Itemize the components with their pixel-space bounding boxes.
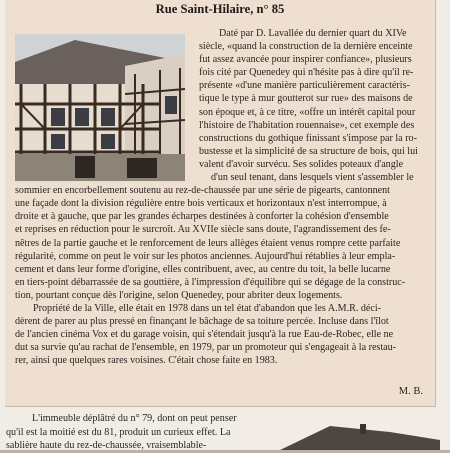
- author-signature: M. B.: [398, 386, 423, 397]
- article-title: Rue Saint-Hilaire, n° 85: [155, 2, 285, 16]
- text-line: en tiers-point débarrassée de sa gouttière, à l'impression d'équilibre qui se dégage de la construc-: [15, 276, 406, 288]
- article-panel: [5, 0, 436, 407]
- article-body: [15, 27, 435, 367]
- text-line: sommier en encorbellement soutenu au rez-de-chaussée par une série de pigearts, cantonnent: [15, 185, 390, 197]
- text-line: constructions du gothique finissant s'impose par la ro-: [199, 132, 417, 144]
- text-line: présente «d'une manière particulièrement caractéris-: [199, 80, 410, 92]
- text-line: valent d'avoir survécu. Ses solides poteaux d'angle: [199, 158, 404, 170]
- text-line: son époque et, à ce titre, «offre un intérêt capital pour: [199, 106, 416, 118]
- text-line: rer, ainsi que quelques rares voisines. C'était chose faite en 1983.: [15, 355, 278, 367]
- roof-illustration: [270, 420, 440, 450]
- text-line: régularité, comme on peut le voir sur les photos anciennes. Aujourd'hui rétablies à leur empla-: [15, 250, 396, 262]
- text-line: et reprises en réduction pour le surcroît. Au XVIIe siècle sans doute, l'agrandissement des fe-: [15, 224, 391, 236]
- text-line: une façade dont la division régulière entre bois verticaux et horizontaux n'est interrompue, à: [15, 198, 387, 210]
- text-line: tion, pourtant conçue dès l'origine, selon Quenedey, pour abriter deux logements.: [15, 289, 343, 301]
- text-line: Daté par D. Lavallée du dernier quart du XIVe: [219, 28, 407, 39]
- text-line: fois cité par Quenedey qui n'hésite pas à dire qu'il re-: [199, 67, 414, 79]
- text-line: Propriété de la Ville, elle était en 1978 dans un tel état d'abandon que les A.M.R. déci-: [33, 302, 382, 314]
- text-line: qu'il est la moitié est du 81, produit un curieux effet. La: [6, 426, 231, 438]
- text-line: nêtres de la partie gauche et le renforcement de leurs allèges étaient venus rompre cette parfaite: [15, 237, 401, 249]
- text-line: tique le type à mur goutterot sur rue» des maisons de: [199, 93, 413, 105]
- text-line: fut assez avancée pour inspirer confiance», plusieurs: [199, 54, 412, 66]
- text-line: d'un seul tenant, dans lesquels vient s'assembler le: [211, 172, 414, 184]
- text-line: sablière haute du rez-de-chaussée, vraisemblable-: [6, 440, 207, 451]
- text-line: cement et dans leur forme d'origine, elles contribuent, avec, au centre du toit, la belle lucarne: [15, 263, 391, 275]
- text-line: L'immeuble déplâtré du n° 79, dont on peut penser: [32, 413, 237, 424]
- text-line: l'histoire de l'habitation rouennaise», cet exemple des: [199, 119, 415, 131]
- text-line: dèrent de parer au plus pressé en finançant le bâchage de sa toiture percée. Incluse dans l'îlot: [15, 316, 389, 328]
- text-line: droite et à gauche, que par les grandes écharpes destinées à conforter la cohésion d'ensemble: [15, 211, 389, 223]
- text-line: bustesse et la simplicité de sa structure de bois, qui lui: [199, 145, 418, 157]
- next-article-body: [6, 412, 266, 453]
- text-line: dut sa survie qu'au rachat de l'ensemble, en 1979, par un promoteur qui s'engageait à la restau-: [15, 342, 397, 354]
- next-article-photo: [270, 420, 440, 450]
- text-line: de l'ancien cinéma Vox et du garage voisin, qui s'étendait jusqu'à la rue Eau-de-Robec, elle ne: [15, 329, 394, 341]
- text-line: siècle, «quand la construction de la dernière enceinte: [199, 41, 413, 53]
